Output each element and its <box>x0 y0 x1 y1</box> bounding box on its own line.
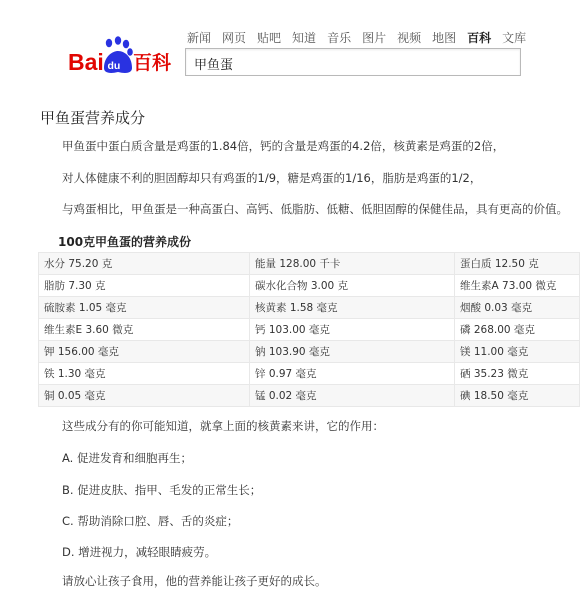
top-nav <box>187 29 537 46</box>
table-cell: 钾 156.00 毫克 <box>39 341 250 363</box>
nav-item-music[interactable]: 音乐 <box>327 31 352 45</box>
table-cell: 锌 0.97 毫克 <box>250 363 455 385</box>
effect-item-b: B. 促进皮肤、指甲、毛发的正常生长； <box>62 483 262 497</box>
table-cell: 核黄素 1.58 毫克 <box>250 297 455 319</box>
table-cell: 维生素E 3.60 微克 <box>39 319 250 341</box>
nutrition-table <box>38 252 580 407</box>
nutrition-table-title: 100克甲鱼蛋的营养成份 <box>58 235 192 249</box>
table-cell: 蛋白质 12.50 克 <box>455 253 580 275</box>
nav-item-zhidao[interactable]: 知道 <box>292 31 317 45</box>
table-row <box>39 341 580 363</box>
baidu-baike-logo[interactable] <box>66 34 178 78</box>
table-cell: 磷 268.00 毫克 <box>455 319 580 341</box>
nav-item-baike[interactable]: 百科 <box>467 31 492 45</box>
table-cell: 钠 103.90 毫克 <box>250 341 455 363</box>
nav-item-tieba[interactable]: 贴吧 <box>257 31 282 45</box>
nav-item-web[interactable]: 网页 <box>222 31 247 45</box>
table-cell: 脂肪 7.30 克 <box>39 275 250 297</box>
table-row <box>39 275 580 297</box>
table-cell: 水分 75.20 克 <box>39 253 250 275</box>
nav-item-map[interactable]: 地图 <box>432 31 457 45</box>
intro-line-2: 对人体健康不利的胆固醇却只有鸡蛋的1/9，糖是鸡蛋的1/16，脂肪是鸡蛋的1/2， <box>62 171 482 185</box>
table-row <box>39 363 580 385</box>
page-title: 甲鱼蛋营养成分 <box>40 109 146 127</box>
logo-text-bai: Bai <box>68 49 104 75</box>
table-cell: 锰 0.02 毫克 <box>250 385 455 407</box>
table-cell: 碘 18.50 毫克 <box>455 385 580 407</box>
table-cell: 碳水化合物 3.00 克 <box>250 275 455 297</box>
table-cell: 硫胺素 1.05 毫克 <box>39 297 250 319</box>
nav-item-wenku[interactable]: 文库 <box>502 31 527 45</box>
intro-line-1: 甲鱼蛋中蛋白质含量是鸡蛋的1.84倍，钙的含量是鸡蛋的4.2倍，核黄素是鸡蛋的2倍， <box>62 139 505 153</box>
nav-item-images[interactable]: 图片 <box>362 31 387 45</box>
nav-item-video[interactable]: 视频 <box>397 31 422 45</box>
intro-line-3: 与鸡蛋相比，甲鱼蛋是一种高蛋白、高钙、低脂肪、低糖、低胆固醇的保健佳品，具有更高的价值。 <box>62 202 568 216</box>
effect-item-a: A. 促进发育和细胞再生； <box>62 451 192 465</box>
effect-item-d: D. 增进视力，减轻眼睛疲劳。 <box>62 545 217 559</box>
table-cell: 能量 128.00 千卡 <box>250 253 455 275</box>
table-cell: 维生素A 73.00 微克 <box>455 275 580 297</box>
table-row <box>39 297 580 319</box>
logo-text-baike: 百科 <box>133 52 172 74</box>
closing-text: 请放心让孩子食用，他的营养能让孩子更好的成长。 <box>62 574 327 588</box>
effects-intro: 这些成分有的你可能知道，就拿上面的核黄素来讲，它的作用： <box>62 419 384 433</box>
search-input[interactable]: 甲鱼蛋 <box>185 48 521 76</box>
table-row <box>39 253 580 275</box>
table-cell: 硒 35.23 微克 <box>455 363 580 385</box>
table-cell: 镁 11.00 毫克 <box>455 341 580 363</box>
nav-item-news[interactable]: 新闻 <box>187 31 212 45</box>
table-row <box>39 385 580 407</box>
table-cell: 烟酸 0.03 毫克 <box>455 297 580 319</box>
table-row <box>39 319 580 341</box>
logo-text-du: du <box>107 60 121 72</box>
effect-item-c: C. 帮助消除口腔、唇、舌的炎症； <box>62 514 239 528</box>
table-cell: 铁 1.30 毫克 <box>39 363 250 385</box>
table-cell: 钙 103.00 毫克 <box>250 319 455 341</box>
table-cell: 铜 0.05 毫克 <box>39 385 250 407</box>
